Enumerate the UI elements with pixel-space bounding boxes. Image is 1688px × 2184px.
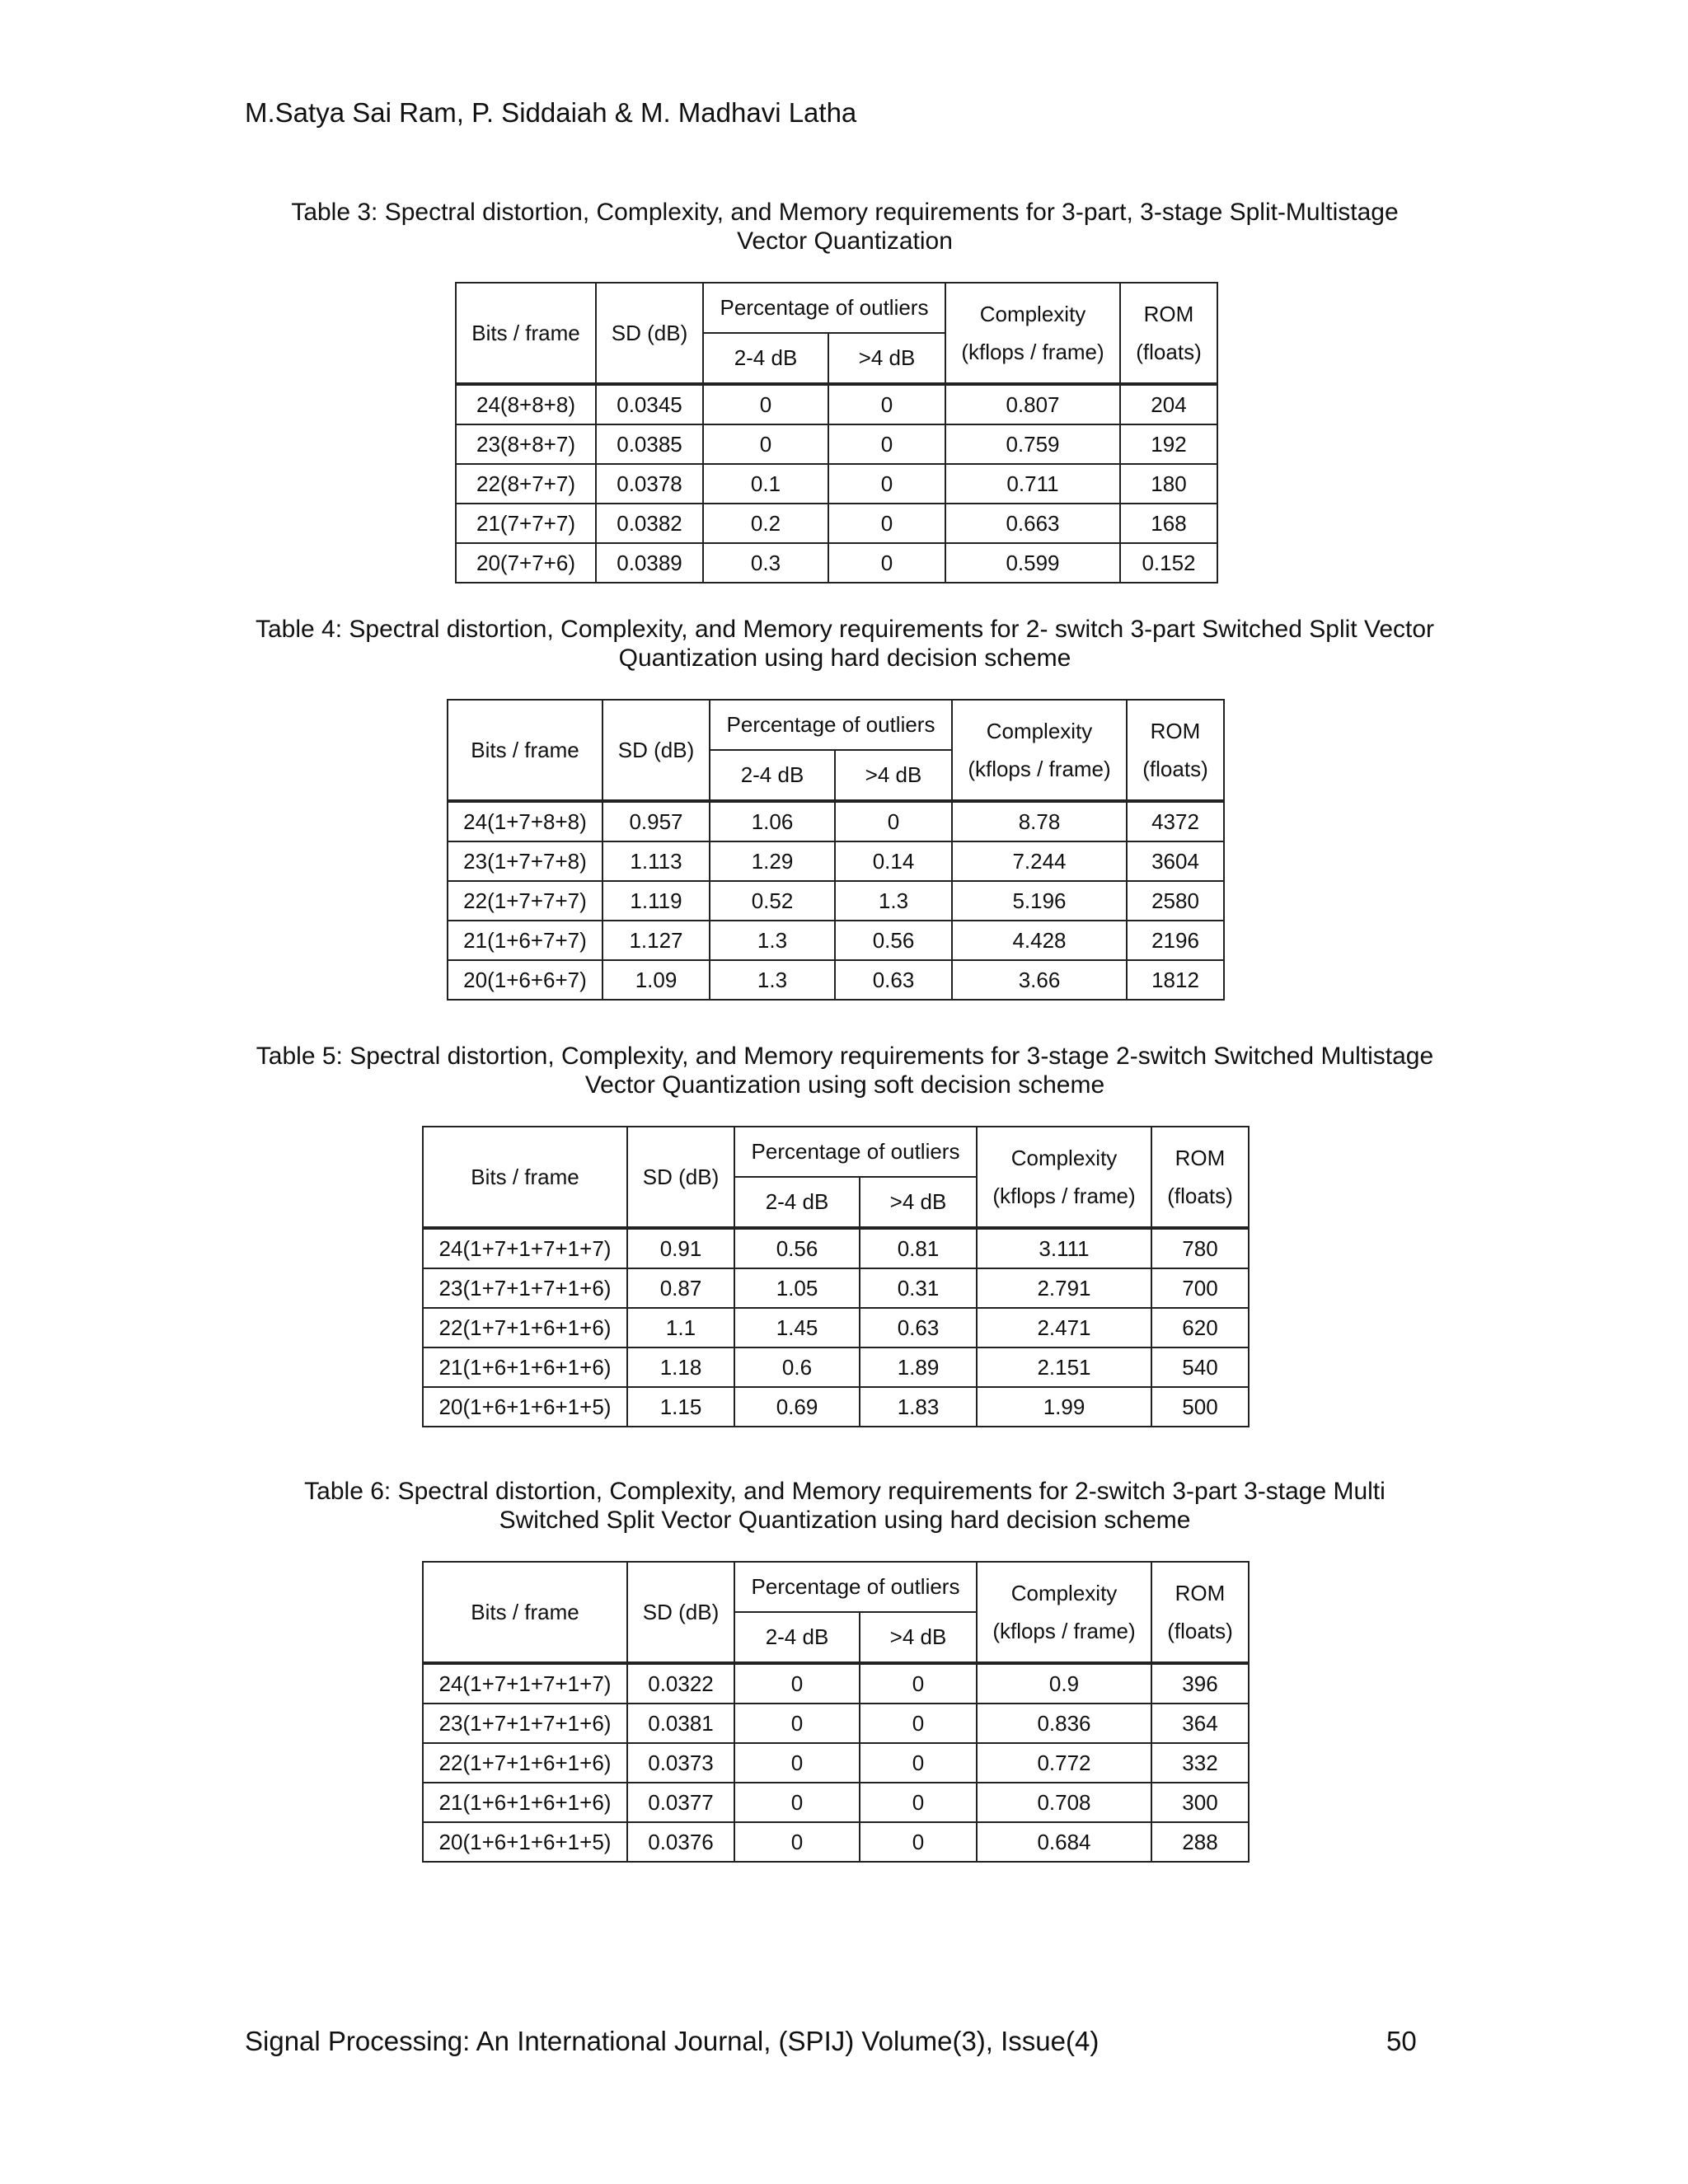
cell-bits: 21(1+6+7+7): [448, 921, 603, 960]
cell-bits: 21(7+7+7): [456, 504, 596, 543]
col-header-complexity: [945, 283, 1120, 384]
col-header-complexity: [952, 700, 1127, 801]
cell-complexity: 2.471: [977, 1308, 1151, 1347]
cell-complexity: 5.196: [952, 881, 1127, 921]
cell-outliers-2-4db: 0.6: [734, 1347, 860, 1387]
cell-sd: 0.0381: [627, 1704, 734, 1743]
cell-bits: 23(8+8+7): [456, 424, 596, 464]
cell-rom: 300: [1151, 1783, 1249, 1822]
col-header-bits: Bits / frame: [423, 1127, 627, 1228]
col-header-sd: SD (dB): [596, 283, 703, 384]
cell-outliers-2-4db: 0: [734, 1743, 860, 1783]
caption-line-1: Table 6: Spectral distortion, Complexity, and Memory requirements for 2-switch 3-part 3-stage Multi: [304, 1478, 1386, 1505]
cell-sd: 1.18: [627, 1347, 734, 1387]
table-row: [423, 1308, 1249, 1347]
cell-outliers-2-4db: 1.3: [710, 921, 835, 960]
cell-sd: 1.1: [627, 1308, 734, 1347]
cell-outliers-2-4db: 0: [734, 1783, 860, 1822]
table-3: [455, 282, 1218, 583]
caption-line-1: Table 4: Spectral distortion, Complexity, and Memory requirements for 2- switch 3-part Switched Split Vector: [255, 616, 1435, 643]
table-row: [448, 960, 1224, 1000]
cell-bits: 20(1+6+1+6+1+5): [423, 1822, 627, 1862]
complexity-label: Complexity: [1010, 1581, 1118, 1605]
cell-outliers-2-4db: 0.3: [703, 543, 828, 583]
cell-complexity: 0.807: [945, 384, 1120, 424]
cell-complexity: 0.599: [945, 543, 1120, 583]
cell-sd: 0.0385: [596, 424, 703, 464]
cell-outliers-gt4db: 1.89: [860, 1347, 977, 1387]
col-header-sd: SD (dB): [627, 1127, 734, 1228]
cell-sd: 0.0345: [596, 384, 703, 424]
cell-bits: 24(1+7+1+7+1+7): [423, 1663, 627, 1704]
table-row: [423, 1387, 1249, 1427]
page-number: 50: [1386, 2026, 1417, 2056]
complexity-unit: (kflops / frame): [992, 1183, 1136, 1208]
cell-outliers-2-4db: 1.3: [710, 960, 835, 1000]
cell-outliers-2-4db: 0.52: [710, 881, 835, 921]
cell-sd: 1.127: [603, 921, 710, 960]
cell-rom: 396: [1151, 1663, 1249, 1704]
cell-bits: 20(1+6+6+7): [448, 960, 603, 1000]
cell-sd: 1.119: [603, 881, 710, 921]
cell-outliers-2-4db: 0: [734, 1822, 860, 1862]
cell-outliers-2-4db: 0: [734, 1663, 860, 1704]
cell-rom: 780: [1151, 1228, 1249, 1268]
cell-outliers-gt4db: 0.63: [860, 1308, 977, 1347]
cell-sd: 0.957: [603, 801, 710, 841]
cell-outliers-gt4db: 0: [828, 504, 945, 543]
table-row: [423, 1704, 1249, 1743]
rom-unit: (floats): [1136, 340, 1202, 364]
header-row: [423, 1562, 1249, 1612]
cell-complexity: 0.772: [977, 1743, 1151, 1783]
complexity-unit: (kflops / frame): [992, 1619, 1136, 1643]
cell-outliers-gt4db: 0.81: [860, 1228, 977, 1268]
caption-line-2: Switched Split Vector Quantization using hard decision scheme: [499, 1507, 1191, 1534]
cell-outliers-gt4db: 0: [828, 464, 945, 504]
table-4-caption: [231, 615, 1459, 673]
cell-rom: 180: [1120, 464, 1217, 504]
col-header-sd: SD (dB): [603, 700, 710, 801]
cell-outliers-2-4db: 0: [703, 384, 828, 424]
table-row: [456, 464, 1217, 504]
cell-sd: 1.113: [603, 841, 710, 881]
col-header-2-4db: 2-4 dB: [734, 1177, 860, 1228]
cell-complexity: 0.836: [977, 1704, 1151, 1743]
cell-complexity: 4.428: [952, 921, 1127, 960]
cell-outliers-2-4db: 1.06: [710, 801, 835, 841]
cell-outliers-gt4db: 0.14: [835, 841, 952, 881]
col-header-2-4db: 2-4 dB: [703, 333, 828, 384]
cell-complexity: 8.78: [952, 801, 1127, 841]
cell-sd: 0.0377: [627, 1783, 734, 1822]
col-header-gt4db: >4 dB: [860, 1612, 977, 1663]
cell-rom: 540: [1151, 1347, 1249, 1387]
cell-outliers-gt4db: 0: [860, 1704, 977, 1743]
cell-sd: 0.0373: [627, 1743, 734, 1783]
cell-complexity: 1.99: [977, 1387, 1151, 1427]
cell-outliers-2-4db: 0.69: [734, 1387, 860, 1427]
col-header-outliers: Percentage of outliers: [734, 1562, 977, 1612]
cell-rom: 2196: [1127, 921, 1224, 960]
cell-complexity: 3.66: [952, 960, 1127, 1000]
cell-bits: 22(1+7+1+6+1+6): [423, 1308, 627, 1347]
table-row: [456, 384, 1217, 424]
cell-sd: 0.0322: [627, 1663, 734, 1704]
cell-complexity: 0.684: [977, 1822, 1151, 1862]
cell-complexity: 0.9: [977, 1663, 1151, 1704]
complexity-label: Complexity: [1010, 1146, 1118, 1170]
cell-rom: 4372: [1127, 801, 1224, 841]
cell-rom: 700: [1151, 1268, 1249, 1308]
complexity-unit: (kflops / frame): [968, 757, 1111, 781]
cell-outliers-gt4db: 0.31: [860, 1268, 977, 1308]
cell-rom: 332: [1151, 1743, 1249, 1783]
cell-sd: 1.09: [603, 960, 710, 1000]
col-header-rom: [1120, 283, 1217, 384]
rom-unit: (floats): [1142, 757, 1208, 781]
cell-outliers-2-4db: 0.2: [703, 504, 828, 543]
cell-outliers-gt4db: 0: [828, 424, 945, 464]
cell-sd: 0.87: [627, 1268, 734, 1308]
cell-outliers-gt4db: 0.56: [835, 921, 952, 960]
cell-sd: 1.15: [627, 1387, 734, 1427]
table-row: [456, 543, 1217, 583]
rom-unit: (floats): [1167, 1619, 1233, 1643]
journal-footer: Signal Processing: An International Journal, (SPIJ) Volume(3), Issue(4): [245, 2026, 1100, 2056]
cell-complexity: 0.711: [945, 464, 1120, 504]
cell-bits: 21(1+6+1+6+1+6): [423, 1347, 627, 1387]
cell-rom: 1812: [1127, 960, 1224, 1000]
col-header-complexity: [977, 1562, 1151, 1663]
cell-bits: 24(1+7+8+8): [448, 801, 603, 841]
col-header-2-4db: 2-4 dB: [710, 750, 835, 801]
cell-bits: 20(7+7+6): [456, 543, 596, 583]
cell-rom: 168: [1120, 504, 1217, 543]
complexity-unit: (kflops / frame): [961, 340, 1104, 364]
rom-label: ROM: [1143, 302, 1194, 326]
caption-line-1: Table 5: Spectral distortion, Complexity, and Memory requirements for 3-stage 2-switch Switched Multistage: [256, 1043, 1434, 1070]
cell-rom: 364: [1151, 1704, 1249, 1743]
cell-outliers-2-4db: 0: [703, 424, 828, 464]
col-header-rom: [1151, 1562, 1249, 1663]
table-3-caption: [231, 198, 1459, 255]
caption-line-1: Table 3: Spectral distortion, Complexity, and Memory requirements for 3-part, 3-stage Split-Multistage: [291, 199, 1399, 226]
cell-outliers-gt4db: 0: [828, 543, 945, 583]
cell-sd: 0.0376: [627, 1822, 734, 1862]
cell-outliers-gt4db: 0.63: [835, 960, 952, 1000]
cell-outliers-gt4db: 0: [860, 1743, 977, 1783]
table-row: [456, 504, 1217, 543]
col-header-bits: Bits / frame: [423, 1562, 627, 1663]
col-header-rom: [1127, 700, 1224, 801]
caption-line-2: Quantization using hard decision scheme: [618, 644, 1071, 672]
cell-outliers-gt4db: 1.83: [860, 1387, 977, 1427]
cell-bits: 22(1+7+7+7): [448, 881, 603, 921]
cell-bits: 22(1+7+1+6+1+6): [423, 1743, 627, 1783]
table-row: [448, 841, 1224, 881]
col-header-outliers: Percentage of outliers: [734, 1127, 977, 1177]
rom-label: ROM: [1175, 1146, 1226, 1170]
cell-bits: 23(1+7+1+7+1+6): [423, 1268, 627, 1308]
col-header-2-4db: 2-4 dB: [734, 1612, 860, 1663]
table-5: [422, 1126, 1250, 1427]
cell-outliers-gt4db: 0: [860, 1783, 977, 1822]
running-header: M.Satya Sai Ram, P. Siddaiah & M. Madhavi Latha: [245, 97, 857, 128]
rom-label: ROM: [1150, 719, 1201, 743]
cell-bits: 20(1+6+1+6+1+5): [423, 1387, 627, 1427]
cell-complexity: 3.111: [977, 1228, 1151, 1268]
cell-complexity: 2.791: [977, 1268, 1151, 1308]
cell-sd: 0.0382: [596, 504, 703, 543]
cell-outliers-2-4db: 0: [734, 1704, 860, 1743]
cell-rom: 288: [1151, 1822, 1249, 1862]
cell-rom: 620: [1151, 1308, 1249, 1347]
cell-rom: 0.152: [1120, 543, 1217, 583]
cell-complexity: 0.759: [945, 424, 1120, 464]
table-6: [422, 1561, 1250, 1863]
header-row: [448, 700, 1224, 750]
caption-line-2: Vector Quantization: [737, 227, 953, 255]
cell-outliers-2-4db: 1.05: [734, 1268, 860, 1308]
table-row: [423, 1347, 1249, 1387]
table-4: [447, 699, 1225, 1001]
cell-rom: 192: [1120, 424, 1217, 464]
cell-outliers-2-4db: 1.29: [710, 841, 835, 881]
cell-outliers-gt4db: 0: [828, 384, 945, 424]
table-row: [448, 881, 1224, 921]
complexity-label: Complexity: [979, 302, 1086, 326]
cell-bits: 23(1+7+1+7+1+6): [423, 1704, 627, 1743]
col-header-outliers: Percentage of outliers: [703, 283, 945, 333]
header-row: [456, 283, 1217, 333]
cell-outliers-2-4db: 0.56: [734, 1228, 860, 1268]
rom-label: ROM: [1175, 1581, 1226, 1605]
cell-rom: 500: [1151, 1387, 1249, 1427]
cell-sd: 0.0389: [596, 543, 703, 583]
table-row: [423, 1268, 1249, 1308]
col-header-gt4db: >4 dB: [860, 1177, 977, 1228]
rom-unit: (floats): [1167, 1183, 1233, 1208]
table-5-caption: [231, 1042, 1459, 1099]
cell-complexity: 2.151: [977, 1347, 1151, 1387]
cell-rom: 204: [1120, 384, 1217, 424]
cell-bits: 24(8+8+8): [456, 384, 596, 424]
table-row: [423, 1783, 1249, 1822]
cell-sd: 0.91: [627, 1228, 734, 1268]
cell-sd: 0.0378: [596, 464, 703, 504]
table-6-caption: [231, 1477, 1459, 1535]
col-header-bits: Bits / frame: [456, 283, 596, 384]
col-header-sd: SD (dB): [627, 1562, 734, 1663]
cell-outliers-gt4db: 0: [860, 1822, 977, 1862]
cell-bits: 23(1+7+7+8): [448, 841, 603, 881]
cell-outliers-2-4db: 0.1: [703, 464, 828, 504]
cell-bits: 22(8+7+7): [456, 464, 596, 504]
cell-bits: 21(1+6+1+6+1+6): [423, 1783, 627, 1822]
header-row: [423, 1127, 1249, 1177]
cell-complexity: 7.244: [952, 841, 1127, 881]
caption-line-2: Vector Quantization using soft decision scheme: [584, 1071, 1105, 1099]
col-header-rom: [1151, 1127, 1249, 1228]
col-header-bits: Bits / frame: [448, 700, 603, 801]
table-row: [456, 424, 1217, 464]
col-header-gt4db: >4 dB: [828, 333, 945, 384]
col-header-outliers: Percentage of outliers: [710, 700, 952, 750]
complexity-label: Complexity: [986, 719, 1093, 743]
cell-complexity: 0.663: [945, 504, 1120, 543]
table-row: [448, 921, 1224, 960]
table-row: [423, 1743, 1249, 1783]
cell-rom: 3604: [1127, 841, 1224, 881]
cell-outliers-gt4db: 0: [860, 1663, 977, 1704]
table-row: [423, 1663, 1249, 1704]
cell-bits: 24(1+7+1+7+1+7): [423, 1228, 627, 1268]
cell-outliers-gt4db: 0: [835, 801, 952, 841]
cell-complexity: 0.708: [977, 1783, 1151, 1822]
col-header-complexity: [977, 1127, 1151, 1228]
cell-outliers-2-4db: 1.45: [734, 1308, 860, 1347]
table-row: [448, 801, 1224, 841]
table-row: [423, 1228, 1249, 1268]
col-header-gt4db: >4 dB: [835, 750, 952, 801]
cell-rom: 2580: [1127, 881, 1224, 921]
table-row: [423, 1822, 1249, 1862]
cell-outliers-gt4db: 1.3: [835, 881, 952, 921]
